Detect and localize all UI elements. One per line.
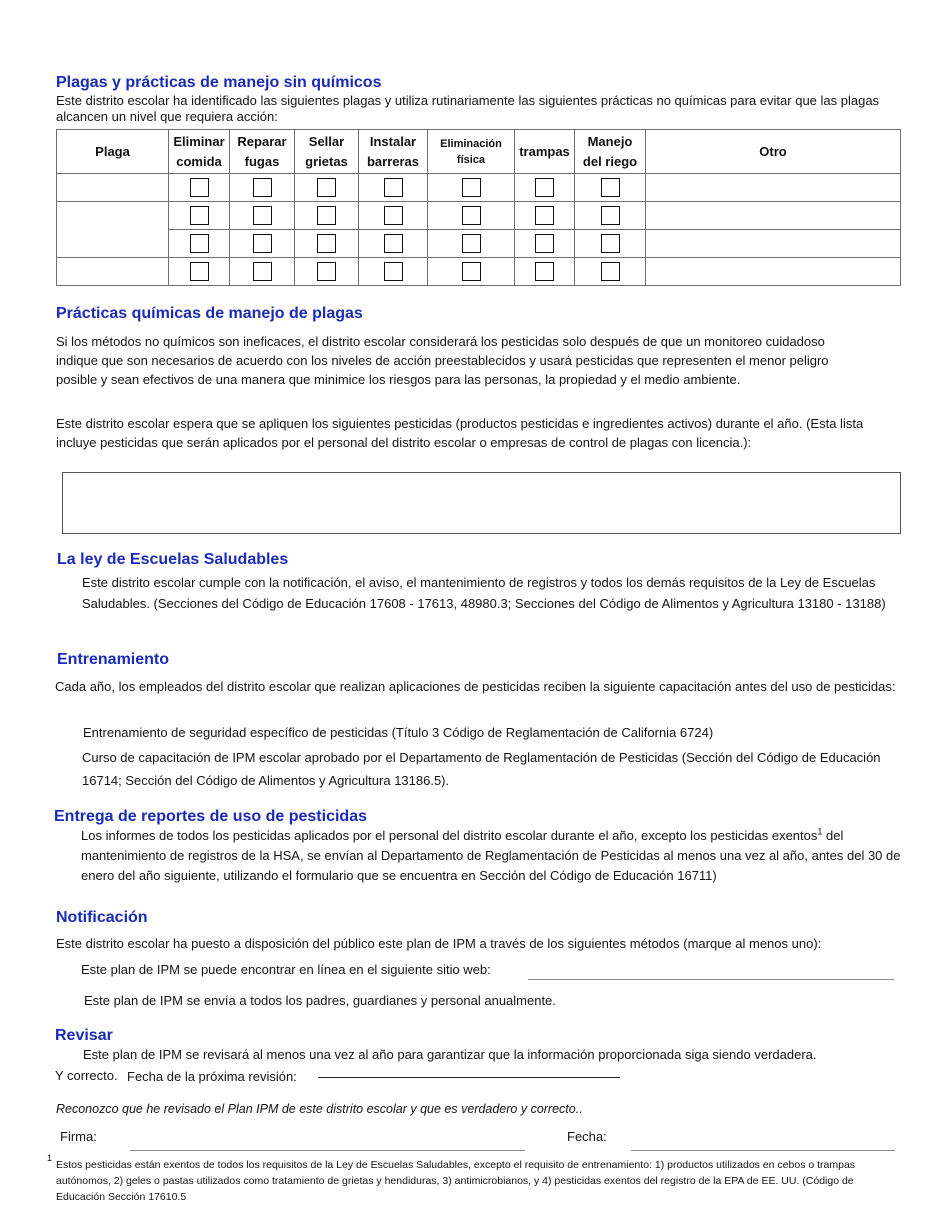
col-reparar-fugas: Reparar fugas [230,130,295,174]
fecha-input[interactable] [631,1135,895,1151]
fecha-label: Fecha: [567,1129,607,1144]
footnote-marker: 1 [817,826,823,837]
col-trampas: trampas [515,130,575,174]
training-item-2: Curso de capacitación de IPM escolar aprobado por el Departamento de Reglamentación de Pesticidas (Sección del Código de Educación 16714; Sección del Código de Alimentos y Agricultura 13186.5). [82,750,881,788]
table-row [57,230,901,258]
checkbox-sellar-grietas[interactable] [317,262,336,281]
notification-intro: Este distrito escolar ha puesto a disposición del público este plan de IPM a través de los siguientes métodos (marque al menos uno): [56,936,822,951]
firma-input[interactable] [130,1135,525,1151]
pest-practices-table [56,129,901,286]
col-eliminacion-fisica: Eliminación física [428,130,515,174]
checkbox-eliminacion-fisica[interactable] [462,178,481,197]
checkbox-eliminar-comida[interactable] [190,262,209,281]
checkbox-manejo-riego[interactable] [601,234,620,253]
col-manejo-riego: Manejo del riego [575,130,646,174]
checkbox-eliminar-comida[interactable] [190,206,209,225]
checkbox-trampas[interactable] [535,234,554,253]
notification-annual: Este plan de IPM se envía a todos los padres, guardianes y personal anualmente. [84,993,556,1008]
otro-cell[interactable] [646,174,901,202]
table-row [57,174,901,202]
col-sellar-grietas: Sellar grietas [295,130,359,174]
footnote-number: 1 [47,1153,53,1163]
training-item-1: Entrenamiento de seguridad específico de pesticidas (Título 3 Código de Reglamentación de California 6724) [83,725,714,740]
col-otro: Otro [646,130,901,174]
chemical-para1: Si los métodos no químicos son ineficaces, el distrito escolar considerará los pesticidas solo después de que un monitoreo cuidadoso indique que son necesarios de acuerdo con los niveles de acción preestablecidos y usará pesticidas que representen el menor peligro posible y sean efectivos de una manera que minimice los riesgos para las personas, la propiedad y el medio ambiente. [56,334,829,387]
checkbox-eliminar-comida[interactable] [190,178,209,197]
otro-cell[interactable] [646,258,901,286]
table-row [57,258,901,286]
checkbox-trampas[interactable] [535,178,554,197]
checkbox-instalar-barreras[interactable] [384,234,403,253]
training-title: Entrenamiento [57,651,170,668]
checkbox-reparar-fugas[interactable] [253,178,272,197]
checkbox-eliminacion-fisica[interactable] [462,262,481,281]
checkbox-manejo-riego[interactable] [601,206,620,225]
col-instalar-barreras: Instalar barreras [359,130,428,174]
col-eliminar-comida: Eliminar comida [169,130,230,174]
otro-cell[interactable] [646,202,901,230]
checkbox-eliminacion-fisica[interactable] [462,234,481,253]
checkbox-trampas[interactable] [535,206,554,225]
col-plaga: Plaga [57,130,169,174]
next-review-input[interactable] [318,1062,620,1078]
firma-label: Firma: [60,1129,97,1144]
checkbox-manejo-riego[interactable] [601,262,620,281]
review-title: Revisar [55,1027,113,1044]
checkbox-reparar-fugas[interactable] [253,234,272,253]
review-text: Este plan de IPM se revisará al menos una vez al año para garantizar que la información proporcionada siga siendo verdadera. [83,1047,817,1062]
checkbox-eliminacion-fisica[interactable] [462,206,481,225]
nonchemical-title: Plagas y prácticas de manejo sin químicos [56,74,382,91]
checkbox-reparar-fugas[interactable] [253,206,272,225]
notification-online-label: Este plan de IPM se puede encontrar en línea en el siguiente sitio web: [81,962,491,977]
nonchemical-intro: Este distrito escolar ha identificado las siguientes plagas y utiliza rutinariamente las siguientes prácticas no químicas para evitar que las plagas alcancen un nivel que requiera acción: [56,93,880,124]
website-input[interactable] [528,964,894,980]
notification-title: Notificación [56,909,148,926]
next-review-label: Fecha de la próxima revisión: [127,1069,297,1084]
pest-name-cell[interactable] [57,174,169,202]
training-intro: Cada año, los empleados del distrito escolar que realizan aplicaciones de pesticidas reciben la siguiente capacitación antes del uso de pesticidas: [55,679,896,694]
reporting-title: Entrega de reportes de uso de pesticidas [54,808,367,825]
checkbox-sellar-grietas[interactable] [317,234,336,253]
pesticides-list-box[interactable] [62,472,901,534]
acknowledge-text: Reconozco que he revisado el Plan IPM de este distrito escolar y que es verdadero y correcto.. [56,1102,583,1116]
pest-name-cell[interactable] [57,258,169,286]
checkbox-trampas[interactable] [535,262,554,281]
chemical-para2: Este distrito escolar espera que se apliquen los siguientes pesticidas (productos pesticidas e ingredientes activos) durante el año. (Esta lista incluye pesticidas que serán aplicados por el personal del distrito escolar o empresas de control de plagas con licencia.): [56,416,864,450]
checkbox-reparar-fugas[interactable] [253,262,272,281]
footnote-text: Estos pesticidas están exentos de todos los requisitos de la Ley de Escuelas Saludables, excepto el requisito de entrenamiento: 1) productos utilizados en cebos o trampas autónomos, 2) geles o pastas utilizados como tratamiento de grietas y hendiduras, 3) antimicrobianos, y 4) pesticidas exentos del registro de la EPA de EE. UU. (Código de Educación Sección 17610.5 [56,1159,856,1203]
reporting-text: Los informes de todos los pesticidas aplicados por el personal del distrito escolar durante el año, excepto los pesticidas exentos$^1$ del mantenimiento de registros de la HSA, se envían al Departamento de Reglamentación de Pesticidas al menos una vez al año, antes del 30 de enero del año siguiente, utilizando el formulario que se encuentra en Sección del Código de Educación 16711) [81,826,901,883]
otro-cell[interactable] [646,230,901,258]
checkbox-instalar-barreras[interactable] [384,206,403,225]
checkbox-sellar-grietas[interactable] [317,178,336,197]
table-row [57,202,901,230]
pest-name-cell[interactable] [57,202,169,258]
hsa-title: La ley de Escuelas Saludables [57,551,289,568]
table-header-row [57,130,901,174]
hsa-text: Este distrito escolar cumple con la notificación, el aviso, el mantenimiento de registros y todos los demás requisitos de la Ley de Escuelas Saludables. (Secciones del Código de Educación 17608 - 17613, 48980.3; Secciones del Código de Alimentos y Agricultura 13180 - 13188) [82,575,886,611]
checkbox-manejo-riego[interactable] [601,178,620,197]
chemical-title: Prácticas químicas de manejo de plagas [56,305,363,322]
review-correct: Y correcto. [55,1068,118,1083]
checkbox-sellar-grietas[interactable] [317,206,336,225]
checkbox-instalar-barreras[interactable] [384,262,403,281]
checkbox-instalar-barreras[interactable] [384,178,403,197]
checkbox-eliminar-comida[interactable] [190,234,209,253]
